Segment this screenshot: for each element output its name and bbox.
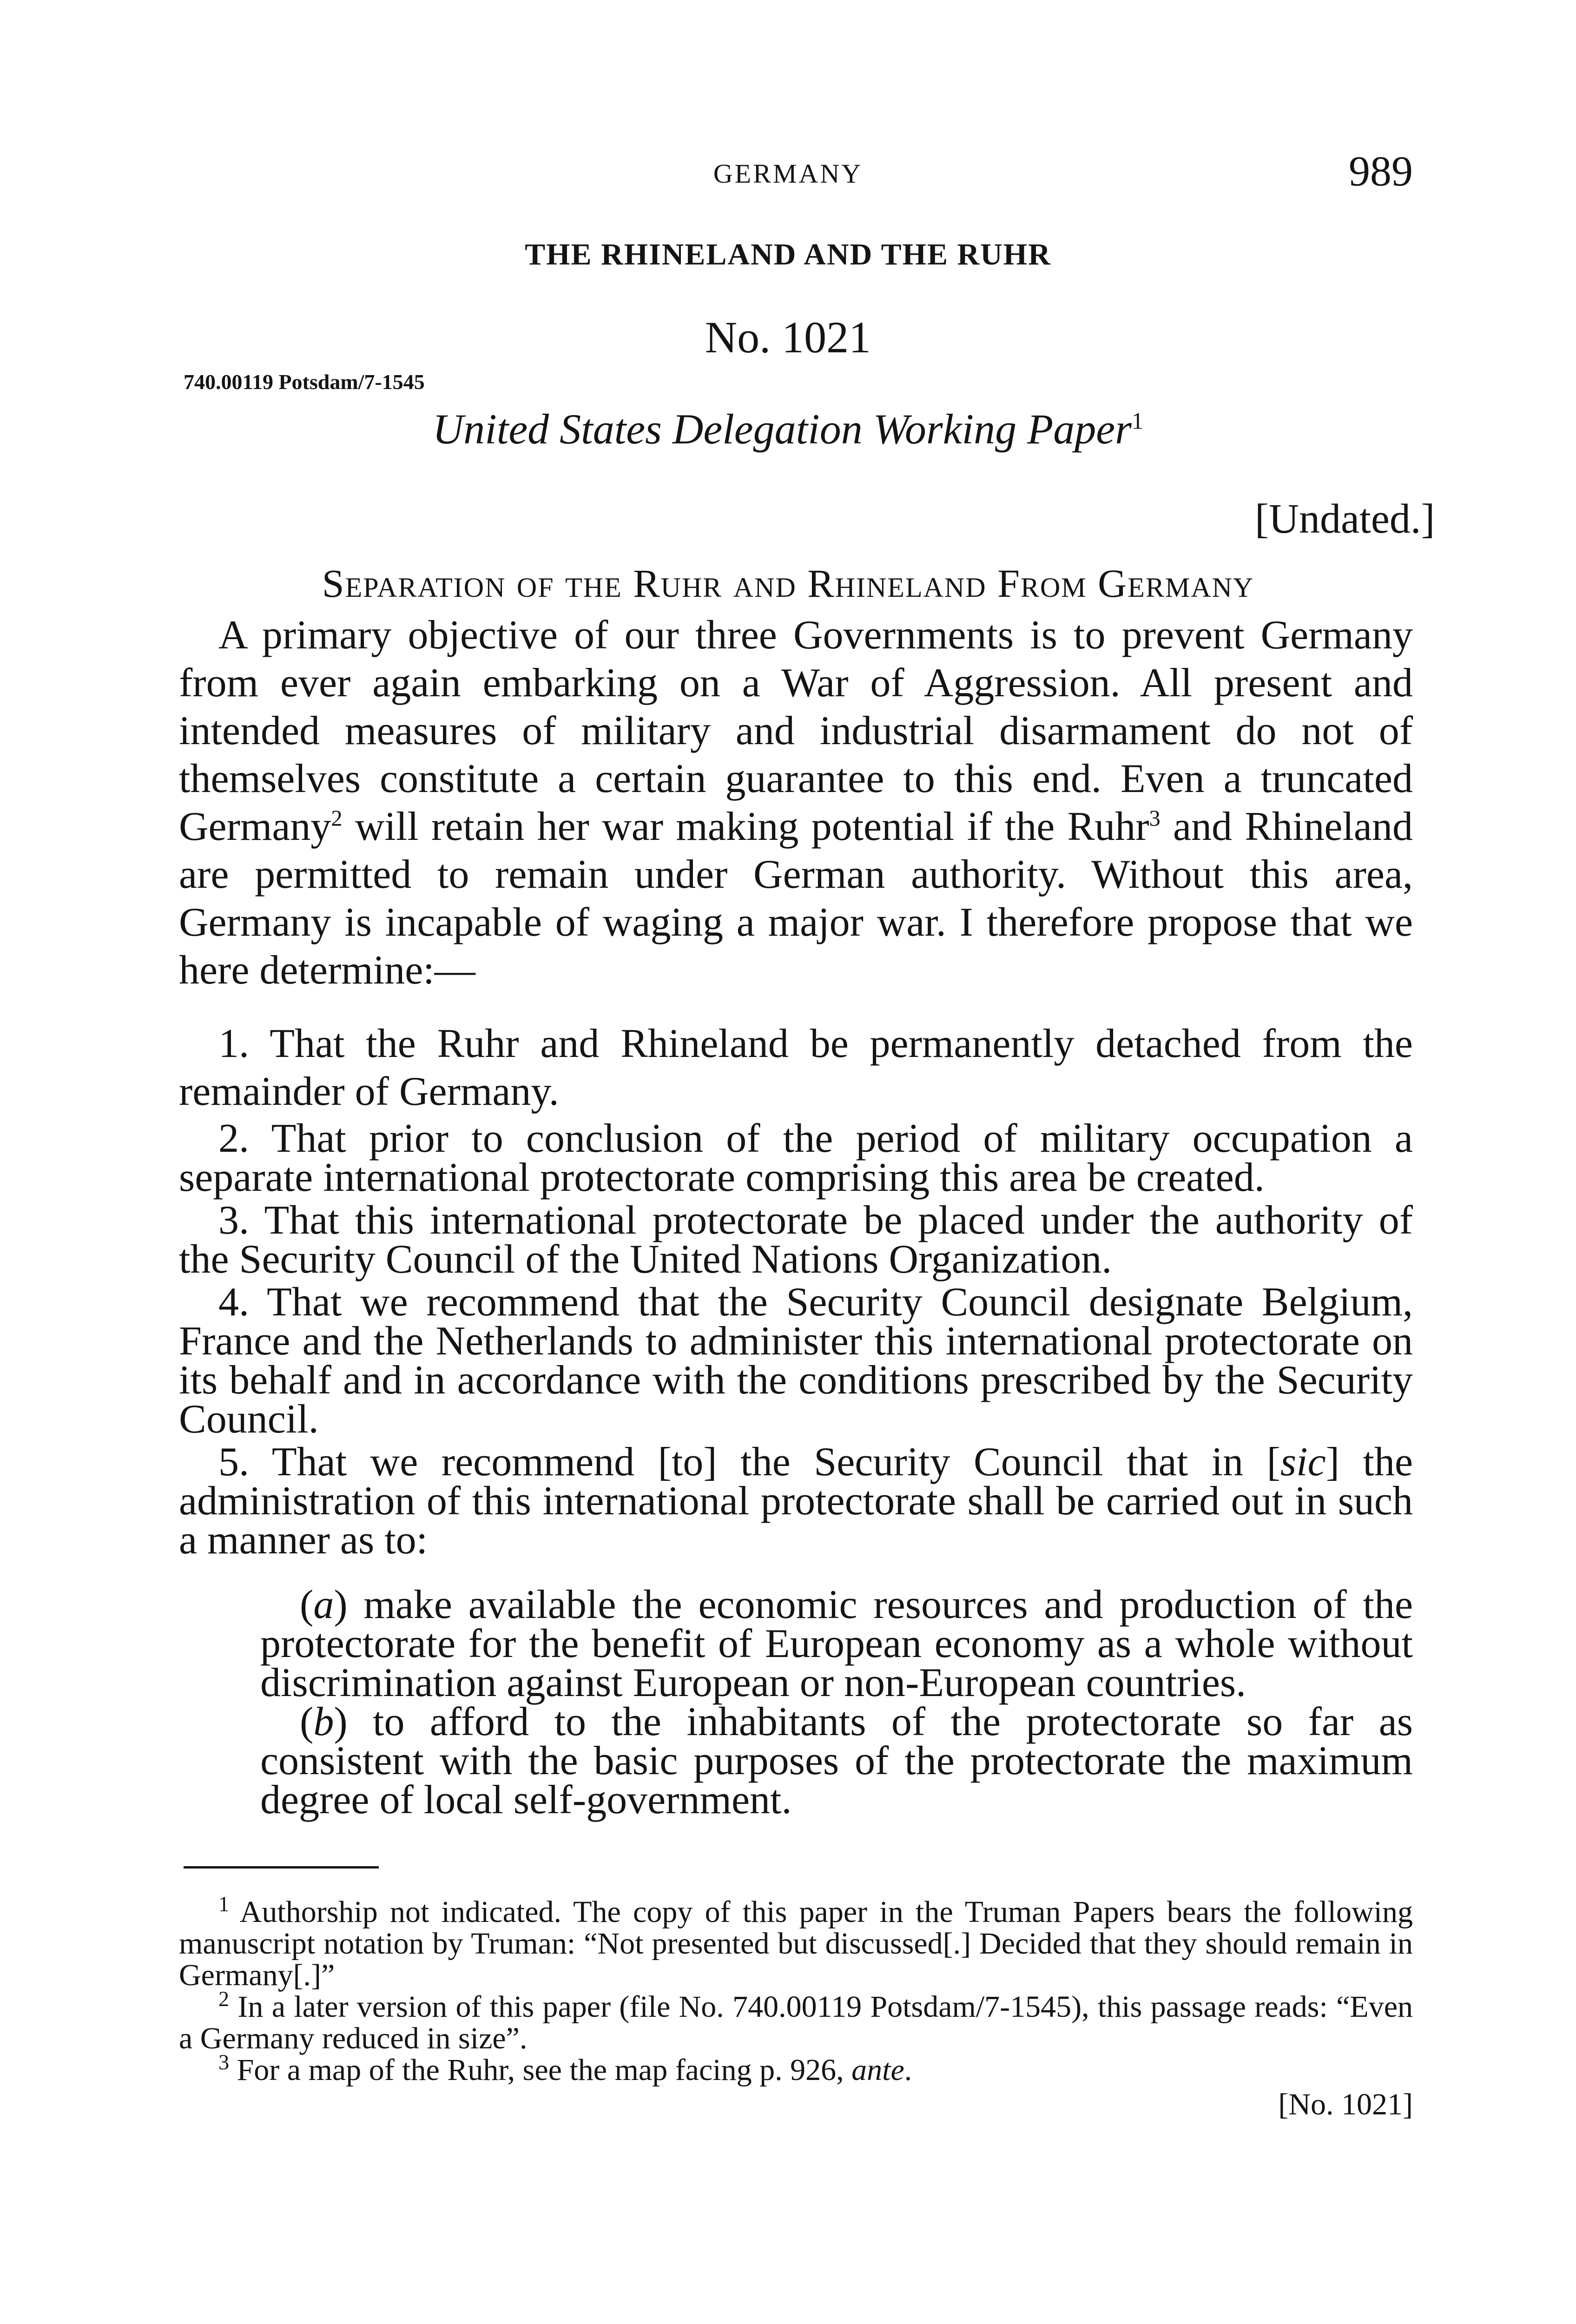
list-item-5 <box>179 1439 1413 1563</box>
document-title-text: United States Delegation Working Paper <box>432 405 1132 453</box>
intro-paragraph <box>179 611 1413 994</box>
footnote-3 <box>179 2050 1413 2087</box>
footnote-2-text: In a later version of this paper (file No. 740.00119 Potsdam/7-1545), this passage reads: “Even a Germany reduced in size”. <box>179 1990 1413 2055</box>
footnote-ref-1: 1 <box>1131 408 1144 434</box>
footnotes <box>179 1892 1413 2087</box>
footnote-2-marker: 2 <box>218 1987 230 2011</box>
footnote-3-marker: 3 <box>218 2050 230 2074</box>
sub-item-b-label: b <box>313 1699 334 1744</box>
file-reference: 740.00119 Potsdam/7-1545 <box>184 370 425 394</box>
footnote-1 <box>179 1892 1413 1992</box>
sub-item-a-text: make available the economic resources and production of the protectorate for the benefit of European economy as a whole without discrimination against European or non-European countries. <box>260 1582 1413 1705</box>
list-item-3: 3. That this international protectorate be placed under the authority of the Security Council of the United Nations Organization. <box>179 1198 1413 1282</box>
footnote-3-text: For a map of the Ruhr, see the map facing p. 926, <box>237 2053 844 2087</box>
sub-item-b: (b) to afford to the inhabitants of the protectorate so far as consistent with the basic purposes of the protectorate the maximum degree of local self-government. <box>260 1699 1413 1822</box>
footnote-ref-3: 3 <box>1149 806 1161 831</box>
page-number: 989 <box>1349 147 1413 195</box>
running-head: GERMANY <box>713 158 863 189</box>
body-text <box>179 611 1413 1820</box>
list-item-1: 1. That the Ruhr and Rhineland be permanently detached from the remainder of Germany. <box>179 1021 1413 1114</box>
footnote-1-text: Authorship not indicated. The copy of this paper in the Truman Papers bears the following manuscript notation by Truman: “Not presented but discussed[.] Decided that they should remain in Germany[.]” <box>179 1895 1413 1992</box>
sub-item-b-text: to afford to the inhabitants of the protectorate so far as consistent with the basic purposes of the protectorate the maximum degree of local self-government. <box>260 1699 1413 1822</box>
intro-text-3: and Rhineland are permitted to remain under German authority. Without this area, Germany is incapable of waging a major war. I therefore propose that we here determine:— <box>179 804 1413 993</box>
list-item-5-text-b: ] the administration of this international protectorate shall be carried out in such a manner as to: <box>179 1439 1413 1563</box>
document-heading: Separation of the Ruhr and Rhineland From Germany <box>322 561 1254 606</box>
intro-text-2: will retain her war making potential if the Ruhr <box>342 804 1149 849</box>
footnote-1-marker: 1 <box>218 1892 230 1916</box>
list-item-2: 2. That prior to conclusion of the period of military occupation a separate international protectorate comprising this area be created. <box>179 1116 1413 1200</box>
document-tag: [No. 1021] <box>1278 2087 1413 2121</box>
footnote-rule <box>184 1866 379 1868</box>
sic-marker: sic <box>1280 1439 1326 1485</box>
footnote-2 <box>179 1987 1413 2055</box>
document-date: [Undated.] <box>1255 496 1435 542</box>
list-item-5-text-a: 5. That we recommend [to] the Security Council that in [ <box>218 1439 1280 1485</box>
sub-item-a-label: a <box>313 1582 334 1627</box>
section-title: THE RHINELAND AND THE RUHR <box>525 238 1051 271</box>
footnote-3-end: . <box>904 2053 912 2087</box>
footnote-ref-2: 2 <box>331 806 343 831</box>
intro-text-1: A primary objective of our three Governments is to prevent Germany from ever again embarking on a War of Aggression. All present and intended measures of military and industrial disarmament do not of themselves constitute a certain guarantee to this end. Even a truncated Germany <box>179 613 1413 849</box>
document-title <box>0 404 1576 454</box>
sub-item-a: (a) make available the economic resources and production of the protectorate for the benefit of European economy as a whole without discrimination against European or non-European countries. <box>260 1582 1413 1705</box>
document-number: No. 1021 <box>705 312 871 362</box>
footnote-3-ante: ante <box>851 2053 904 2087</box>
list-item-4: 4. That we recommend that the Security Council designate Belgium, France and the Netherlands to administer this international protectorate on its behalf and in accordance with the conditions prescribed by the Security Council. <box>179 1280 1413 1442</box>
